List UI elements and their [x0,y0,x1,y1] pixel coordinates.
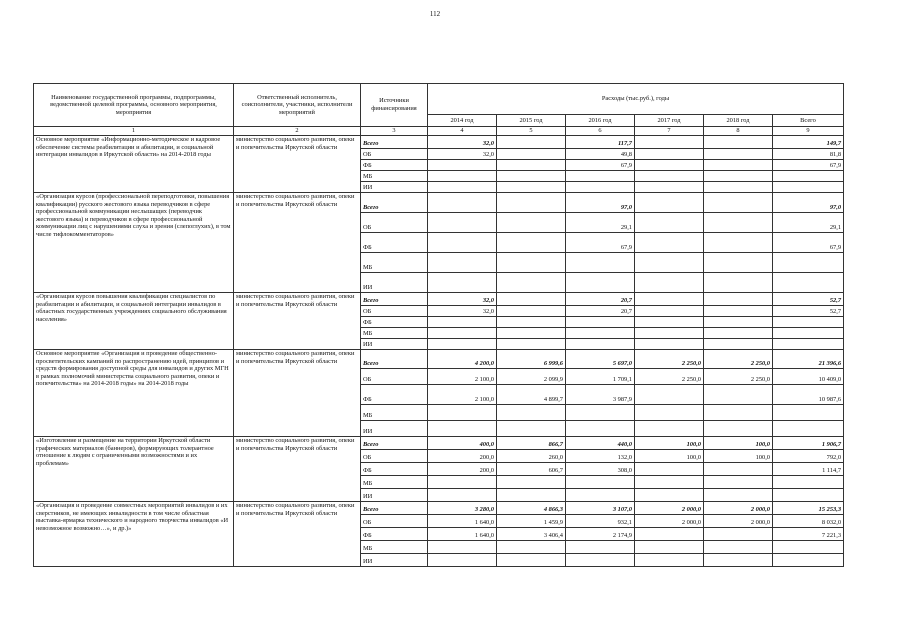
amount-cell [704,328,773,339]
funding-source: ФБ [361,463,428,476]
funding-source: ФБ [361,385,428,405]
table-row [34,136,844,149]
funding-source: ИИ [361,421,428,437]
amount-cell [704,182,773,193]
amount-cell [497,317,566,328]
total-cell: 1 906,7 [773,437,844,450]
amount-cell: 606,7 [497,463,566,476]
amount-cell: 32,0 [428,149,497,160]
amount-cell [704,528,773,541]
amount-cell [428,213,497,233]
column-number: 8 [704,127,773,136]
funding-source: ИИ [361,273,428,293]
total-cell [773,405,844,421]
column-number: 5 [497,127,566,136]
amount-cell [497,421,566,437]
amount-cell: 3 107,0 [566,502,635,515]
total-cell [773,476,844,489]
amount-cell [635,293,704,306]
table-row [34,437,844,450]
funding-source: ОБ [361,369,428,385]
column-number: 2 [234,127,361,136]
table-row [34,293,844,306]
amount-cell [497,233,566,253]
column-number: 3 [361,127,428,136]
amount-cell: 2 100,0 [428,385,497,405]
amount-cell [635,306,704,317]
amount-cell [497,339,566,350]
amount-cell [704,554,773,567]
header-name: Наименование государственной программы, подпрограммы, ведомственной целевой программы, основного мероприятия, мероприятия [34,84,234,127]
amount-cell: 2 250,0 [635,350,704,369]
amount-cell [635,554,704,567]
amount-cell [566,328,635,339]
page-number: 112 [429,10,441,18]
amount-cell: 1 640,0 [428,528,497,541]
amount-cell [704,385,773,405]
activity-name: «Организация курсов повышения квалификации специалистов по реабилитации и абилитации, и социальной интеграции инвалидов в областных государственных учреждениях социального обслуживания населения» [34,293,234,350]
total-cell: 792,0 [773,450,844,463]
amount-cell [566,554,635,567]
amount-cell [497,160,566,171]
amount-cell [566,182,635,193]
amount-cell [704,233,773,253]
header-expenses: Расходы (тыс.руб.), годы [428,84,844,115]
amount-cell: 100,0 [704,437,773,450]
total-cell: 10 409,0 [773,369,844,385]
amount-cell: 2 000,0 [635,515,704,528]
amount-cell: 2 000,0 [635,502,704,515]
column-number: 6 [566,127,635,136]
header-year-2014: 2014 год [428,115,497,127]
amount-cell [635,541,704,554]
budget-table-body [34,136,844,567]
funding-source: МБ [361,476,428,489]
amount-cell: 2 250,0 [704,369,773,385]
table-row [34,502,844,515]
total-cell [773,182,844,193]
amount-cell: 32,0 [428,136,497,149]
funding-source: ИИ [361,182,428,193]
amount-cell [704,489,773,502]
amount-cell: 1 459,9 [497,515,566,528]
amount-cell [566,171,635,182]
amount-cell [635,253,704,273]
total-cell [773,317,844,328]
amount-cell: 2 100,0 [428,369,497,385]
amount-cell: 29,1 [566,213,635,233]
amount-cell [635,317,704,328]
header-executor: Ответственный исполнитель, соисполнители, участники, исполнители мероприятий [234,84,361,127]
amount-cell [566,476,635,489]
amount-cell: 1 709,1 [566,369,635,385]
amount-cell: 3 987,9 [566,385,635,405]
funding-source: ФБ [361,317,428,328]
amount-cell: 100,0 [635,450,704,463]
amount-cell: 100,0 [704,450,773,463]
amount-cell [704,149,773,160]
amount-cell [635,171,704,182]
header-total: Всего [773,115,844,127]
amount-cell [704,213,773,233]
funding-source: Всего [361,136,428,149]
executor-name: министерство социального развития, опеки и попечительства Иркутской области [234,193,361,293]
amount-cell [566,339,635,350]
total-cell: 67,9 [773,160,844,171]
amount-cell: 2 250,0 [704,350,773,369]
total-cell: 21 396,6 [773,350,844,369]
amount-cell: 1 640,0 [428,515,497,528]
funding-source: ОБ [361,213,428,233]
header-year-2015: 2015 год [497,115,566,127]
amount-cell [428,233,497,253]
amount-cell [497,328,566,339]
funding-source: Всего [361,502,428,515]
amount-cell: 2 000,0 [704,502,773,515]
funding-source: ФБ [361,528,428,541]
funding-source: ИИ [361,489,428,502]
amount-cell [428,317,497,328]
amount-cell [428,489,497,502]
amount-cell [635,528,704,541]
funding-source: МБ [361,171,428,182]
amount-cell [428,253,497,273]
amount-cell [566,273,635,293]
amount-cell [428,476,497,489]
funding-source: МБ [361,253,428,273]
amount-cell [704,273,773,293]
amount-cell [566,541,635,554]
amount-cell [497,541,566,554]
amount-cell: 6 999,6 [497,350,566,369]
funding-source: МБ [361,541,428,554]
amount-cell [635,136,704,149]
amount-cell [704,306,773,317]
amount-cell: 3 280,0 [428,502,497,515]
amount-cell [566,253,635,273]
total-cell: 15 253,3 [773,502,844,515]
amount-cell [497,171,566,182]
total-cell: 7 221,3 [773,528,844,541]
amount-cell [497,306,566,317]
amount-cell: 866,7 [497,437,566,450]
amount-cell: 5 697,0 [566,350,635,369]
amount-cell [497,405,566,421]
amount-cell [635,405,704,421]
amount-cell [704,317,773,328]
amount-cell [428,405,497,421]
amount-cell: 200,0 [428,450,497,463]
activity-name: Основное мероприятие «Организация и проведение общественно-просветительских кампаний по распространению идей, принципов и средств формирования доступной среды для инвалидов и других МГН в рамках полномочий министерства социального развития, опеки и попечительства» на 2014-2018 годы» на 2014-2018 годы [34,350,234,437]
amount-cell [635,476,704,489]
amount-cell [566,489,635,502]
amount-cell: 308,0 [566,463,635,476]
amount-cell [428,541,497,554]
amount-cell: 132,0 [566,450,635,463]
column-number: 7 [635,127,704,136]
total-cell [773,554,844,567]
total-cell: 149,7 [773,136,844,149]
executor-name: министерство социального развития, опеки и попечительства Иркутской области [234,437,361,502]
total-cell [773,273,844,293]
amount-cell [428,171,497,182]
funding-source: ИИ [361,339,428,350]
amount-cell [497,149,566,160]
amount-cell: 117,7 [566,136,635,149]
funding-source: Всего [361,193,428,213]
total-cell: 1 114,7 [773,463,844,476]
amount-cell [704,463,773,476]
funding-source: ФБ [361,160,428,171]
amount-cell [635,385,704,405]
total-cell: 52,7 [773,306,844,317]
total-cell: 10 987,6 [773,385,844,405]
funding-source: ОБ [361,306,428,317]
amount-cell [704,193,773,213]
column-number: 1 [34,127,234,136]
total-cell: 52,7 [773,293,844,306]
amount-cell [704,253,773,273]
total-cell: 81,8 [773,149,844,160]
executor-name: министерство социального развития, опеки и попечительства Иркутской области [234,502,361,567]
table-row [34,193,844,213]
amount-cell [497,136,566,149]
amount-cell: 2 099,9 [497,369,566,385]
funding-source: МБ [361,405,428,421]
amount-cell [704,160,773,171]
amount-cell [704,136,773,149]
amount-cell [635,149,704,160]
total-cell: 67,9 [773,233,844,253]
amount-cell [428,182,497,193]
total-cell [773,253,844,273]
amount-cell [497,193,566,213]
header-year-2016: 2016 год [566,115,635,127]
table-row [34,350,844,369]
amount-cell [635,339,704,350]
amount-cell [635,273,704,293]
funding-source: Всего [361,293,428,306]
amount-cell [497,213,566,233]
amount-cell [635,193,704,213]
amount-cell: 20,7 [566,293,635,306]
total-cell [773,421,844,437]
total-cell [773,339,844,350]
total-cell: 29,1 [773,213,844,233]
amount-cell: 67,9 [566,233,635,253]
executor-name: министерство социального развития, опеки и попечительства Иркутской области [234,136,361,193]
total-cell [773,541,844,554]
amount-cell [497,253,566,273]
funding-source: ОБ [361,450,428,463]
amount-cell [428,273,497,293]
amount-cell [428,421,497,437]
funding-source: МБ [361,328,428,339]
column-number: 9 [773,127,844,136]
amount-cell: 32,0 [428,306,497,317]
budget-table [33,83,844,567]
column-number: 4 [428,127,497,136]
total-cell: 97,0 [773,193,844,213]
amount-cell: 100,0 [635,437,704,450]
amount-cell [704,405,773,421]
amount-cell [635,213,704,233]
amount-cell [635,233,704,253]
amount-cell [704,171,773,182]
amount-cell [566,405,635,421]
amount-cell [635,489,704,502]
amount-cell [497,554,566,567]
amount-cell [704,339,773,350]
amount-cell [428,160,497,171]
amount-cell: 2 174,9 [566,528,635,541]
activity-name: «Организация курсов (профессиональной переподготовки, повышения квалификации) русского жестового языка переводчиков в сфере профессиональной коммуникации неслышащих (переводчик жестового языка) и переводчиков в сфере профессиональной коммуникации лиц с нарушениями слуха и зрения (слепоглухих), в том числе тифлокомментаторов» [34,193,234,293]
total-cell: 8 032,0 [773,515,844,528]
total-cell [773,489,844,502]
activity-name: Основное мероприятие «Информационно-методическое и кадровое обеспечение системы реабилитации и абилитации, и социальной интеграции инвалидов в Иркутской области» на 2014-2018 годы [34,136,234,193]
amount-cell [566,421,635,437]
amount-cell: 4 866,3 [497,502,566,515]
activity-name: «Организация и проведение совместных мероприятий инвалидов и их сверстников, не имеющих инвалидности в том числе областная выставка-ярмарка технического и народного творчества инвалидов «И невозможное возможно…», и др.)» [34,502,234,567]
amount-cell: 2 000,0 [704,515,773,528]
header-year-2017: 2017 год [635,115,704,127]
amount-cell: 260,0 [497,450,566,463]
total-cell [773,328,844,339]
amount-cell: 2 250,0 [635,369,704,385]
amount-cell: 4 200,0 [428,350,497,369]
amount-cell [497,489,566,502]
amount-cell [635,160,704,171]
amount-cell [704,421,773,437]
amount-cell: 4 899,7 [497,385,566,405]
amount-cell [428,193,497,213]
amount-cell: 97,0 [566,193,635,213]
amount-cell [497,476,566,489]
executor-name: министерство социального развития, опеки и попечительства Иркутской области [234,293,361,350]
funding-source: ОБ [361,515,428,528]
amount-cell [497,182,566,193]
amount-cell [497,293,566,306]
amount-cell [704,476,773,489]
amount-cell [428,339,497,350]
amount-cell [428,554,497,567]
amount-cell [704,293,773,306]
amount-cell: 3 406,4 [497,528,566,541]
amount-cell: 932,1 [566,515,635,528]
amount-cell [497,273,566,293]
amount-cell: 440,0 [566,437,635,450]
amount-cell [635,421,704,437]
funding-source: ФБ [361,233,428,253]
amount-cell: 32,0 [428,293,497,306]
amount-cell: 49,8 [566,149,635,160]
total-cell [773,171,844,182]
amount-cell [704,541,773,554]
funding-source: ОБ [361,149,428,160]
amount-cell: 400,0 [428,437,497,450]
funding-source: ИИ [361,554,428,567]
amount-cell [566,317,635,328]
amount-cell [635,328,704,339]
header-year-2018: 2018 год [704,115,773,127]
activity-name: «Изготовление и размещение на территории Иркутской области графических материалов (баннеров), формирующих толерантное отношение к людям с ограниченными возможностями и их проблемам» [34,437,234,502]
amount-cell: 67,9 [566,160,635,171]
amount-cell [635,463,704,476]
funding-source: Всего [361,350,428,369]
header-source: Источники финансирования [361,84,428,127]
executor-name: министерство социального развития, опеки и попечительства Иркутской области [234,350,361,437]
amount-cell: 20,7 [566,306,635,317]
funding-source: Всего [361,437,428,450]
amount-cell: 200,0 [428,463,497,476]
amount-cell [428,328,497,339]
amount-cell [635,182,704,193]
